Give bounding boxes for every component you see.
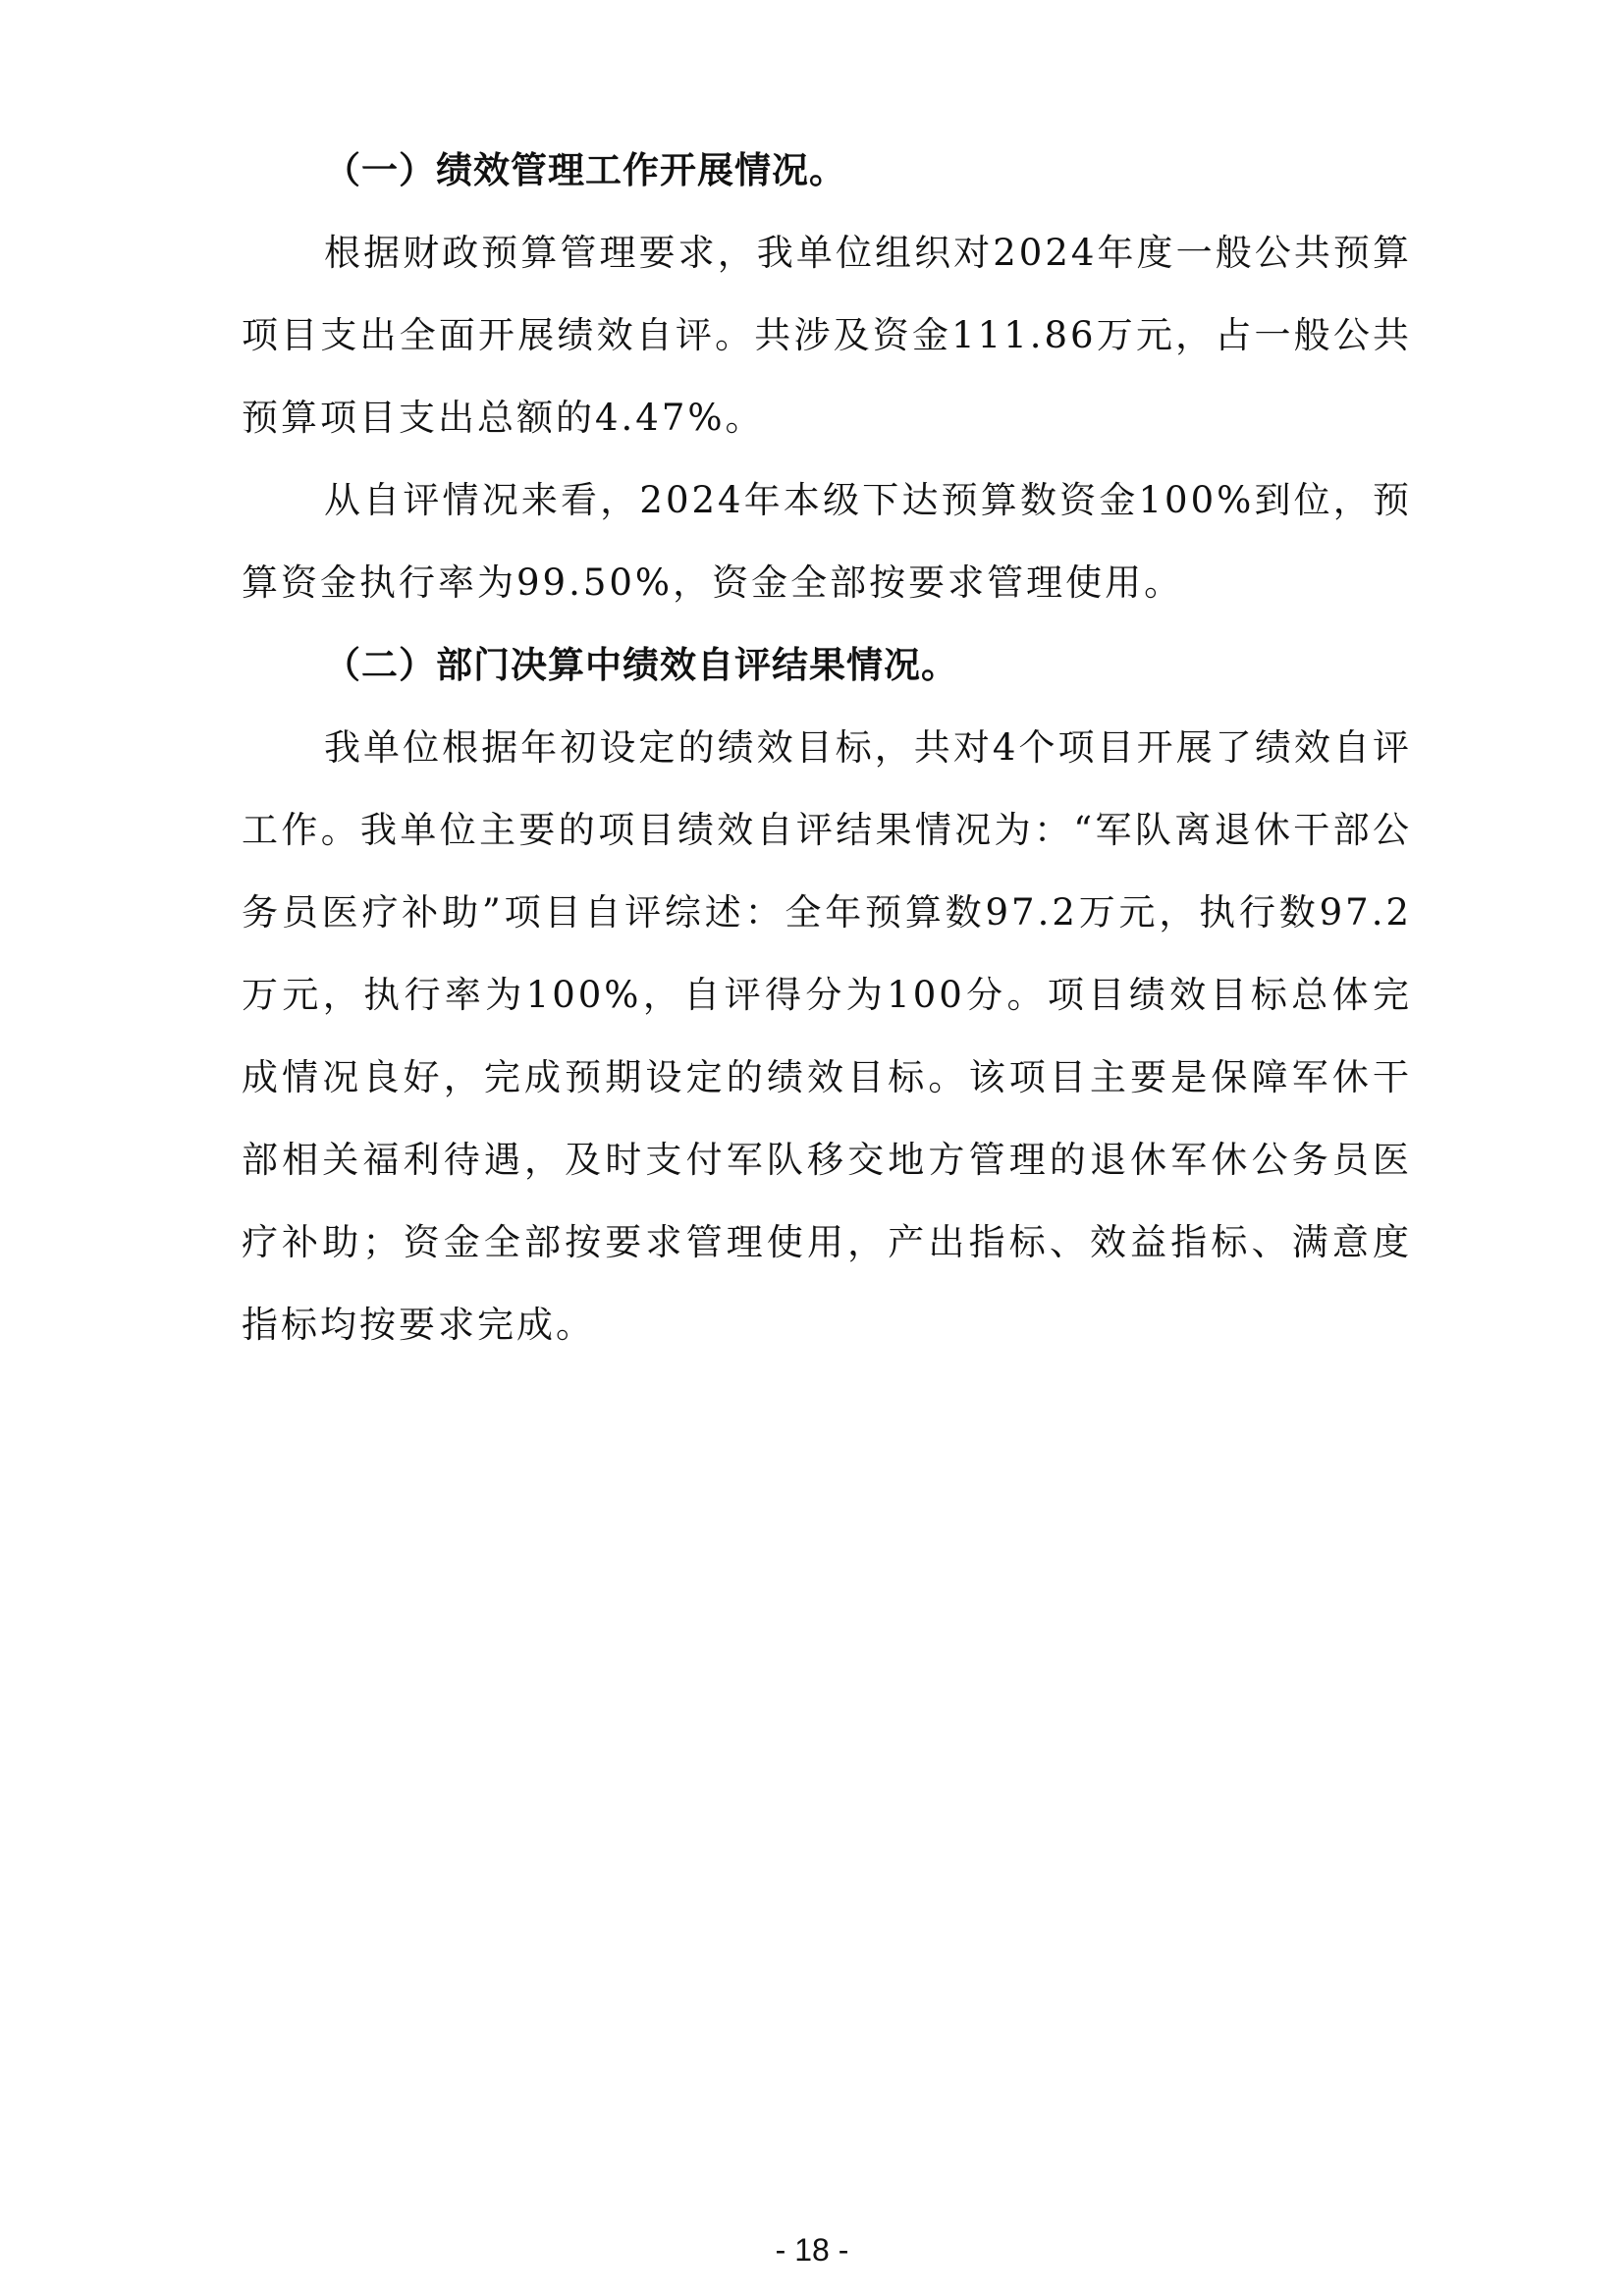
paragraph-self-evaluation-scope: 根据财政预算管理要求，我单位组织对2024年度一般公共预算项目支出全面开展绩效自评。共涉及资金111.86万元，占一般公共预算项目支出总额的4.47%。 bbox=[242, 232, 1412, 439]
section-heading-performance-management: （一）绩效管理工作开展情况。 bbox=[324, 149, 846, 191]
page-number: - 18 - bbox=[775, 2232, 849, 2268]
paragraph-self-evaluation-overview: 从自评情况来看，2024年本级下达预算数资金100%到位，预算资金执行率为99.50%，资金全部按要求管理使用。 bbox=[242, 479, 1412, 604]
section-heading-final-accounts-results: （二）部门决算中绩效自评结果情况。 bbox=[324, 644, 958, 686]
page-body bbox=[242, 130, 1412, 1366]
paragraph-project-results: 我单位根据年初设定的绩效目标，共对4个项目开展了绩效自评工作。我单位主要的项目绩效自评结果情况为：“军队离退休干部公务员医疗补助”项目自评综述：全年预算数97.2万元，执行数97.2万元，执行率为100%，自评得分为100分。项目绩效目标总体完成情况良好，完成预期设定的绩效目标。该项目主要是保障军休干部相关福利待遇，及时支付军队移交地方管理的退休军休公务员医疗补助；资金全部按要求管理使用，产出指标、效益指标、满意度指标均按要求完成。 bbox=[242, 726, 1412, 1346]
